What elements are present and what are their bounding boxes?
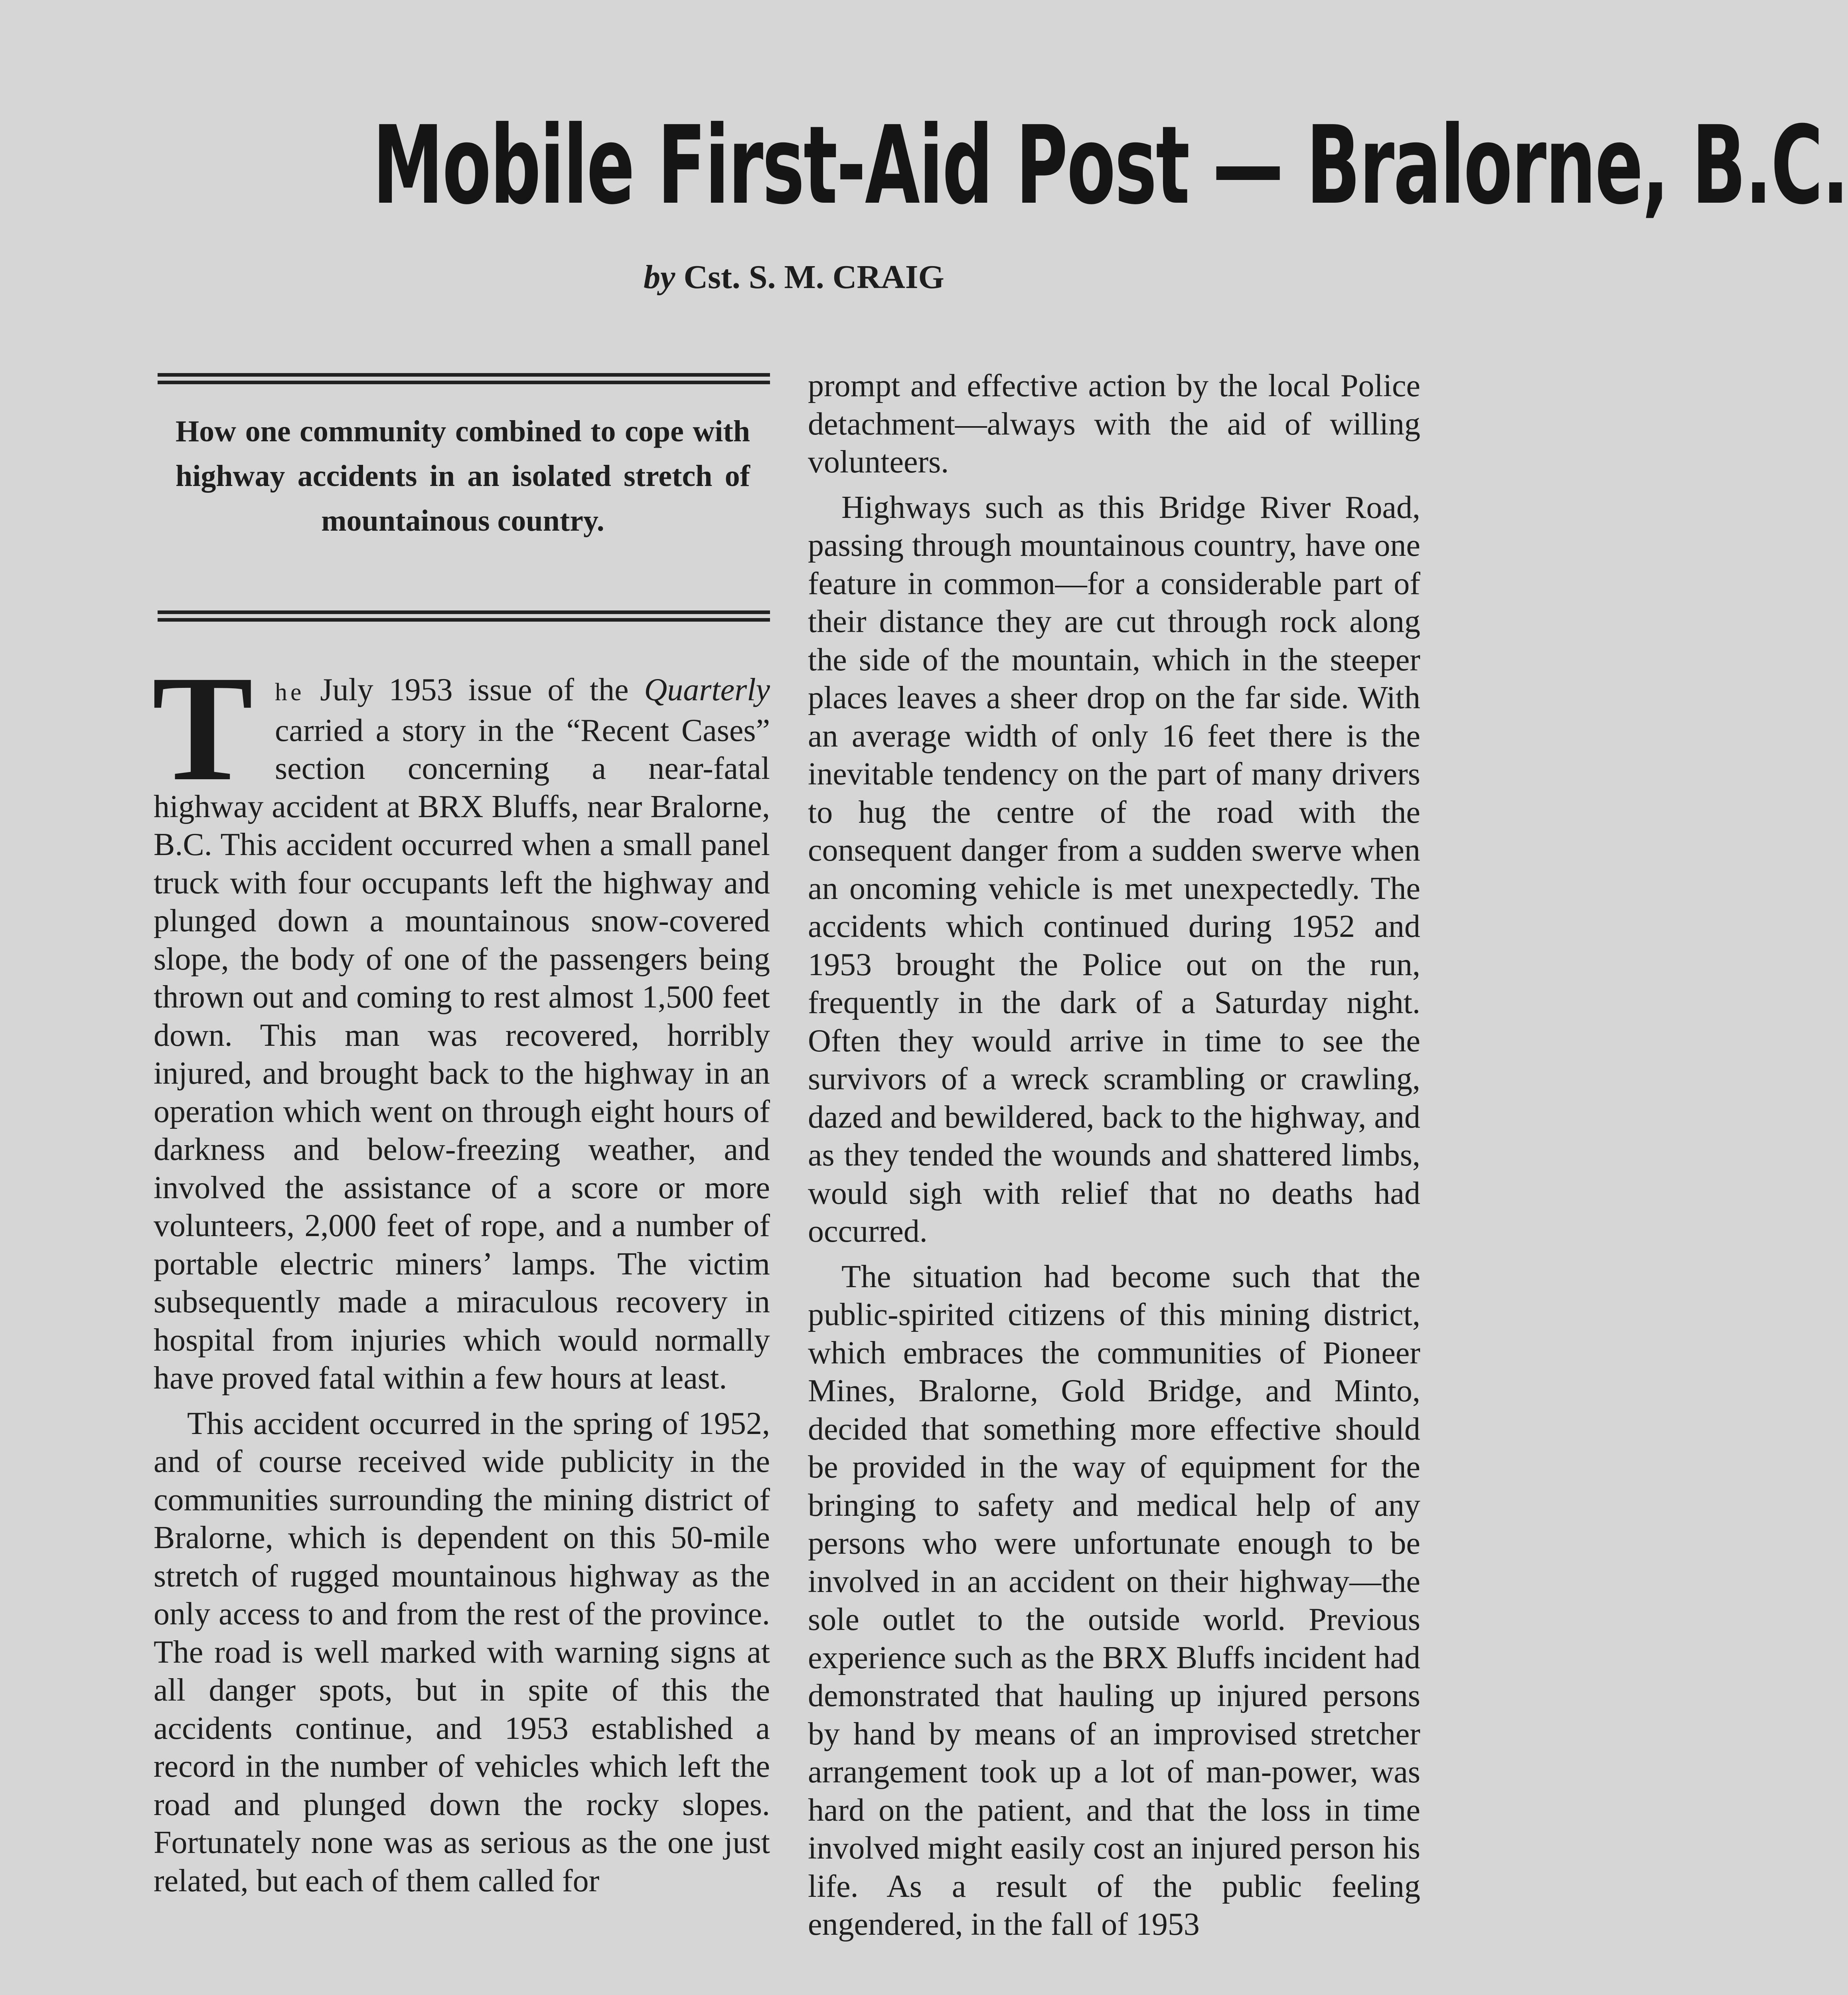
right-column xyxy=(808,367,1420,1944)
right-paragraph-1: prompt and effective action by the local Police detachment—always with the aid of willing volunteers. xyxy=(808,368,1420,480)
article-title: Mobile First-Aid Post — Bralorne, B.C. xyxy=(373,103,1848,228)
byline xyxy=(156,255,1432,299)
summary-top-rule xyxy=(158,373,770,384)
byline-prefix: by xyxy=(644,259,675,296)
left-p1-text-a: July 1953 issue of the xyxy=(304,672,644,707)
right-paragraph-3: The situation had become such that the public-spirited citizens of this mining district, which embraces the communities of Pioneer Mines, Bralorne, Gold Bridge, and Minto, decided that something more effective should be provided in the way of equipment for the bringing to safety and medical help of any persons who were unfortunate enough to be involved in an accident on their highway—the sole outlet to the outside world. Previous experience such as the BRX Bluffs incident had demonstrated that hauling up injured persons by hand by means of an improvised stretcher arrangement took up a lot of man-power, was hard on the patient, and that the loss in time involved might easily cost an injured person his life. As a result of the public feeling engendered, in the fall of 1953 xyxy=(808,1259,1420,1942)
publication-name: Quarterly xyxy=(644,672,770,707)
smallcaps-lead: he xyxy=(275,679,305,706)
left-paragraph-2: This accident occurred in the spring of 1952, and of course received wide publicity in the communities surrounding the mining district of Bralorne, which is dependent on this 50-mile stretch of rugged mountainous highway as the only access to and from the rest of the province. The road is well marked with warning signs at all danger spots, but in spite of this the accidents continue, and 1953 established a record in the number of vehicles which left the road and plunged down the rocky slopes. Fortunately none was as serious as the one just related, but each of them called for xyxy=(154,1406,770,1898)
right-paragraph-2: Highways such as this Bridge River Road, passing through mountainous country, have one feature in common—for a considerable part of their distance they are cut through rock along the side of the mountain, which in the steeper places leaves a sheer drop on the far side. With an average width of only 16 feet there is the inevitable tendency on the part of many drivers to hug the centre of the road with the consequent danger from a sudden swerve when an oncoming vehicle is met unexpectedly. The accidents which continued during 1952 and 1953 brought the Police out on the run, frequently in the dark of a Saturday night. Often they would arrive in time to see the survivors of a wreck scrambling or crawling, dazed and bewildered, back to the highway, and as they tended the wounds and shattered limbs, would sigh with relief that no deaths had occurred. xyxy=(808,490,1420,1249)
drop-cap-letter: T xyxy=(152,644,253,812)
left-p1-text-b: carried a story in the “Recent Cases” section concerning a near-fatal highway accident at BRX Bluffs, near Bralorne, B.C. This accident occurred when a small panel truck with four occupants left the highway and plunged down a mountainous snow-covered slope, the body of one of the passengers being thrown out and coming to rest almost 1,500 feet down. This man was recovered, horribly injured, and brought back to the highway in an operation which went on through eight hours of darkness and below-freezing weather, and involved the assistance of a score or more volunteers, 2,000 feet of rope, and a number of portable electric miners’ lamps. The victim subsequently made a miraculous recovery in hospital from injuries which would normally have proved fatal within a few hours at least. xyxy=(154,713,770,1396)
left-column xyxy=(152,644,770,1900)
article-summary: How one community combined to cope with highway accidents in an isolated stretch of mountainous country. xyxy=(176,415,750,537)
drop-cap xyxy=(152,644,264,812)
summary-bottom-rule xyxy=(158,610,770,622)
byline-author: Cst. S. M. CRAIG xyxy=(683,259,944,296)
left-paragraph-1 xyxy=(152,644,770,1398)
